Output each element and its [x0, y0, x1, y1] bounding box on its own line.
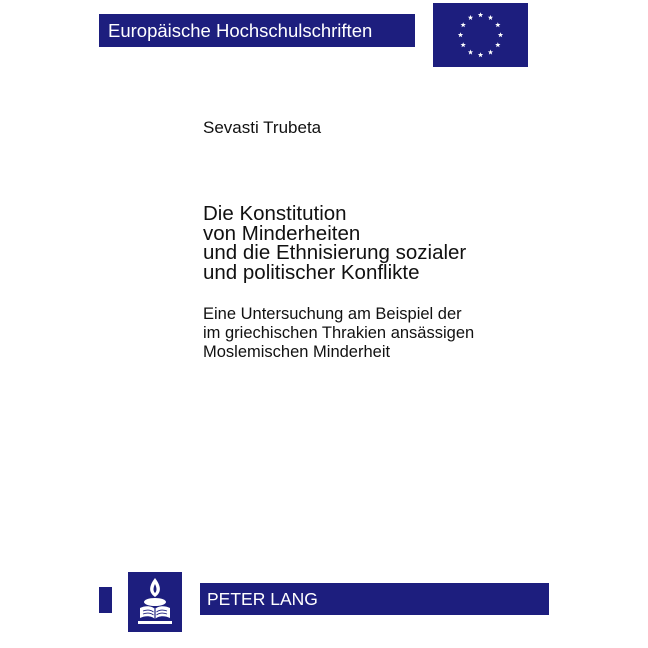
- book-title-line: Die Konstitution: [203, 202, 347, 225]
- series-title-band: [99, 14, 415, 47]
- publisher-band: [200, 583, 549, 615]
- flag-star-icon: [468, 50, 473, 55]
- author-name: Sevasti Trubeta: [203, 118, 322, 137]
- eu-stars-flag-icon: [433, 3, 528, 67]
- book-title: [203, 204, 466, 282]
- flag-star-icon: [461, 42, 466, 47]
- book-title-line: und die Ethnisierung sozialer: [203, 241, 467, 264]
- flag-star-icon: [458, 32, 463, 37]
- book-title-line: und politischer Konflikte: [203, 260, 420, 284]
- book-subtitle-line: im griechischen Thrakien ansässigen: [203, 324, 475, 342]
- flag-star-icon: [478, 52, 483, 57]
- book-subtitle-line: Moslemischen Minderheit: [203, 343, 391, 361]
- book-subtitle-line: Eine Untersuchung am Beispiel der: [203, 305, 462, 323]
- book-title-line: von Minderheiten: [203, 221, 361, 245]
- flag-star-icon: [478, 12, 483, 17]
- flag-star-icon: [488, 15, 493, 20]
- flag-star-icon: [495, 42, 500, 47]
- decorative-tab: [99, 587, 112, 613]
- peter-lang-logo-icon: [128, 572, 182, 632]
- flag-star-icon: [498, 32, 503, 37]
- flag-star-icon: [461, 22, 466, 27]
- flag-star-icon: [495, 22, 500, 27]
- book-subtitle: [203, 305, 474, 362]
- series-title: Europäische Hochschulschriften: [108, 20, 373, 41]
- flag-star-icon: [468, 15, 473, 20]
- publisher-name: PETER LANG: [207, 589, 318, 609]
- flag-star-icon: [488, 50, 493, 55]
